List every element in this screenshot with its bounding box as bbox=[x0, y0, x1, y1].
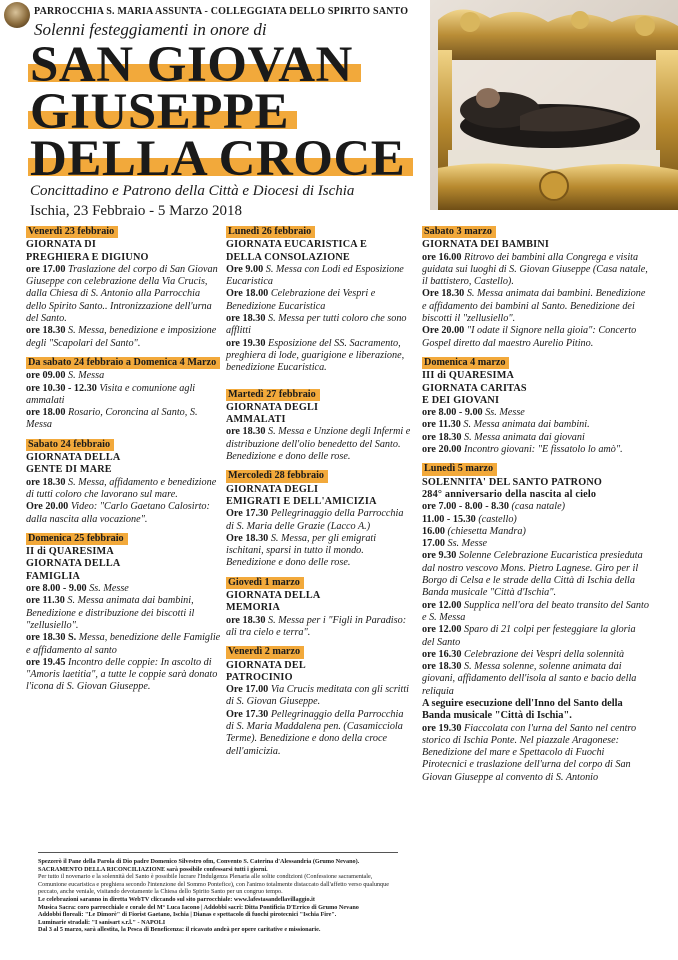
day-title: III di QUARESIMA bbox=[422, 370, 515, 382]
schedule-item: ore 8.00 - 9.00 Ss. Messe bbox=[422, 407, 525, 419]
day-lunedi-26-febbraio bbox=[226, 226, 412, 375]
day-title: GIORNATA DEGLI bbox=[226, 401, 319, 413]
day-title: II di QUARESIMA bbox=[26, 546, 114, 558]
day-title: GIORNATA DELLA bbox=[26, 452, 121, 464]
schedule-item: ore 18.30 S. Messa per i "Figli in Paradiso: ali tra cielo e terra". bbox=[226, 614, 407, 638]
day-sabato-24-febbraio bbox=[26, 439, 222, 526]
schedule-item: Ore 20.00 Video: "Carlo Gaetano Calosirto: dalla nascita alla vocazione". bbox=[26, 501, 210, 525]
day-title: GIORNATA DELLA bbox=[226, 590, 321, 602]
day-label: Lunedì 5 marzo bbox=[422, 463, 497, 475]
title-line-2: GIUSEPPE bbox=[30, 89, 289, 135]
day-label: Martedì 27 febbraio bbox=[226, 389, 320, 401]
day-title: GIORNATA DEGLI bbox=[226, 483, 319, 495]
day-martedi-27-febbraio bbox=[226, 389, 412, 464]
footer-line: Dal 3 al 5 marzo, sarà allestita, la Pesca di Beneficenza: il ricavato andrà per opere caritative e missionarie. bbox=[38, 926, 321, 934]
day-label: Giovedì 1 marzo bbox=[226, 577, 304, 589]
schedule-item: ore 12.00 Sparo di 21 colpi per festeggiare la gloria del Santo bbox=[422, 624, 636, 648]
day-giovedi-1-marzo bbox=[226, 577, 412, 639]
schedule-item: ore 17.00 Traslazione del corpo di San Giovan Giuseppe con celebrazione della Via Crucis, dalla Chiesa di S. Antonio alla Parrocchia dello Spirito Santo.. Intronizzazione dell'urna del Santo. bbox=[26, 263, 218, 325]
footer-notes bbox=[38, 858, 398, 934]
day-domenica-25-febbraio bbox=[26, 533, 222, 694]
footer-divider bbox=[38, 852, 398, 853]
day-label: Venerdì 23 febbraio bbox=[26, 226, 118, 238]
day-title: FAMIGLIA bbox=[26, 570, 81, 582]
parish-name: PARROCCHIA S. MARIA ASSUNTA - COLLEGGIATA DELLO SPIRITO SANTO bbox=[34, 6, 409, 17]
schedule-item: Ore 9.00 S. Messa con Lodi ed Esposizione Eucaristica bbox=[226, 263, 404, 288]
schedule-item: ore 18.30 S. Messa e Unzione degli Infermi e distribuzione dell'olio benedetto del Santo. Benedizione e dono delle rose. bbox=[226, 426, 411, 463]
day-title: GIORNATA DEL bbox=[226, 659, 306, 671]
schedule-item: Ore 18.00 Celebrazione dei Vespri e Benedizione Eucaristica bbox=[226, 288, 376, 312]
schedule-item: ore 7.00 - 8.00 - 8.30 (casa natale) bbox=[422, 501, 565, 513]
schedule-item: ore 18.30 S. Messa solenne, solenne animata dai giovani, affidamento dell'isola al santo e bacio della reliquia bbox=[422, 661, 637, 697]
day-title: GIORNATA EUCARISTICA E bbox=[226, 239, 368, 251]
day-title: EMIGRATI E DELL'AMICIZIA bbox=[226, 495, 377, 507]
schedule-item: ore 8.00 - 9.00 Ss. Messe bbox=[26, 583, 129, 595]
day-title: GIORNATA DELLA bbox=[26, 558, 121, 570]
day-title: PATROCINIO bbox=[226, 671, 293, 683]
day-title: SOLENNITA' DEL SANTO PATRONO bbox=[422, 476, 603, 488]
day-title: PREGHIERA E DIGIUNO bbox=[26, 251, 149, 263]
day-title: GIORNATA DEI BAMBINI bbox=[422, 239, 550, 251]
schedule-item: ore 11.30 S. Messa animata dai bambini, Benedizione e distribuzione dei biscotti il "zellusiello". bbox=[26, 595, 195, 631]
schedule-item: ore 09.00 S. Messa bbox=[26, 370, 105, 382]
schedule-item: Ore 18.30 S. Messa, per gli emigrati ischitani, sparsi in tutto il mondo. Benedizione e dono delle rose. bbox=[226, 532, 377, 569]
schedule-item: ore 18.30 S. Messa per tutti coloro che sono afflitti bbox=[226, 313, 407, 337]
day-sabato-3-marzo bbox=[422, 226, 650, 350]
day-title: GIORNATA CARITAS bbox=[422, 382, 527, 394]
day-label: Domenica 25 febbraio bbox=[26, 533, 128, 545]
schedule-column-3 bbox=[422, 226, 650, 791]
schedule-item: ore 12.00 Supplica nell'ora del beato transito del Santo e S. Messa bbox=[422, 599, 649, 623]
schedule-item: 16.00 (chiesetta Mandra) bbox=[422, 525, 526, 537]
schedule-item: ore 16.00 Ritrovo dei bambini alla Congrega e visita guidata sui luoghi di S. Giovan Giuseppe (Casa natale, il battistero, Castello). bbox=[422, 251, 648, 288]
schedule-item: 17.00 Ss. Messe bbox=[422, 538, 488, 550]
title-line-1: SAN GIOVAN bbox=[30, 42, 353, 88]
day-title: MEMORIA bbox=[226, 602, 281, 614]
closing-caption: A seguire esecuzione dell'Inno del Santo della Banda musicale "Città di Ischia". bbox=[422, 697, 623, 722]
schedule-item: ore 18.30 S. Messa, benedizione delle Famiglie e affidamento al santo bbox=[26, 632, 221, 656]
footer-line: Spezzerò il Pane della Parola di Dio padre Domenico Silvestro ofm, Convento S. Caterina d'Alessandria (Grumo Nevano). bbox=[38, 858, 360, 865]
schedule-item: Ore 17.30 Pellegrinaggio della Parrocchia di S. Maria delle Grazie (Lacco A.) bbox=[226, 508, 404, 532]
schedule-item: ore 10.30 - 12.30 Visita e comunione agli ammalati bbox=[26, 382, 196, 406]
footer-line: Le celebrazioni saranno in diretta WebTV cliccando sul sito parrocchiale: www.lafestasandellavillaggio.it bbox=[38, 895, 315, 903]
day-label: Sabato 3 marzo bbox=[422, 226, 496, 238]
saint-reliquary-image bbox=[430, 0, 678, 210]
schedule-item: ore 18.30 S. Messa, affidamento e benedizione di tutti coloro che lavorano sul mare. bbox=[26, 476, 217, 500]
day-venerdi-2-marzo bbox=[226, 646, 412, 758]
day-venerdi-23-febbraio bbox=[26, 226, 222, 350]
schedule-column-1 bbox=[26, 226, 222, 701]
day-title: DELLA CONSOLAZIONE bbox=[226, 251, 350, 263]
day-label: Sabato 24 febbraio bbox=[26, 439, 114, 451]
schedule-item: ore 16.30 Celebrazione dei Vespri della solennità bbox=[422, 648, 625, 660]
footer-line: Per tutto il novenario e la solennità del Santo è possibile lucrare l'Indulgenza Plenaria alle solite condizioni (Confessione sacramentale, Comunione eucaristica e preghiera secondo l'intenzione del Sommo Pontefice), con l'animo totalmente distaccato dall'affetto verso qualunque peccato, anche veniale, visitando devotamente la Chiesa dello Spirito Santo per un congruo tempo. bbox=[38, 873, 389, 896]
schedule-column-2 bbox=[226, 226, 412, 765]
reliquary-drawing bbox=[430, 0, 678, 210]
title-line-3: DELLA CROCE bbox=[30, 136, 405, 182]
schedule-item: ore 18.30 S. Messa animata dai giovani bbox=[422, 431, 585, 443]
day-label: Lunedì 26 febbraio bbox=[226, 226, 315, 238]
schedule-item: Ore 18.30 S. Messa animata dai bambini. Benedizione e affidamento dei bambini al Santo. Benedizione dei biscotti il "zellusiello". bbox=[422, 288, 646, 325]
schedule-item: ore 19.30 Esposizione del SS. Sacramento, preghiera di lode, guarigione e liberazione, benedizione Eucaristica. bbox=[226, 337, 405, 374]
schedule-item: ore 9.30 Solenne Celebrazione Eucaristica presieduta dal nostro vescovo Mons. Pietro Lagnese. Giro per il Borgo di Celsa e le strade della Città di Ischia della Banda musicale "Città d'Ischia". bbox=[422, 550, 643, 599]
subtitle: Concittadino e Patrono della Città e Diocesi di Ischia bbox=[30, 183, 355, 199]
parish-logo bbox=[4, 2, 30, 28]
day-title: GENTE DI MARE bbox=[26, 464, 112, 476]
day-domenica-4-marzo bbox=[422, 357, 650, 456]
schedule-item: Ore 17.00 Via Crucis meditata con gli scritti di S. Giovan Giuseppe. bbox=[226, 684, 409, 708]
day-label: Mercoledì 28 febbraio bbox=[226, 470, 328, 482]
festa-intro: Solenni festeggiamenti in onore di bbox=[34, 20, 267, 39]
day-lunedi-5-marzo bbox=[422, 463, 650, 784]
footer-line: Musica Sacra: coro parrocchiale e corale del M° Luca Iacono | Addobbi sacri: Ditta Pontificia D'Errico di Grumo Nevano bbox=[38, 903, 359, 911]
day-label: Domenica 4 marzo bbox=[422, 357, 509, 369]
footer-line: Addobbi floreali: "Le Dimorè" di Fiorist Gaetano, Ischia | Dianas e spettacolo di fuochi pirotecnici "Ischia Fire". bbox=[38, 911, 337, 919]
day-sabato-domenica-range bbox=[26, 357, 222, 432]
schedule-item: ore 19.30 Fiaccolata con l'urna del Santo nel centro storico di Ischia Ponte. Nel piazzale Aragonese: Benedizione del mare e Spettacolo di Fuochi Pirotecnici e traslazione dell'urna del corpo di San Giovan Giuseppe al convento di S. Antonio bbox=[422, 722, 637, 783]
schedule-item: Ore 17.30 Pellegrinaggio della Parrocchia di S. Maria Maddalena pen. (Casamicciola Terme). Benedizione e dono della croce dell'amicizia. bbox=[226, 708, 404, 757]
schedule-item: ore 11.30 S. Messa animata dai bambini. bbox=[422, 419, 590, 431]
schedule-item: ore 20.00 Incontro giovani: "E fissatolo lo amò". bbox=[422, 444, 623, 456]
day-title: GIORNATA DI bbox=[26, 239, 97, 251]
footer-line: Luminarie stradali: "I sanisart s.r.l." - NAPOLI bbox=[38, 918, 166, 926]
footer-line: SACRAMENTO DELLA RICONCILIAZIONE sarà possibile confessarsi tutti i giorni. bbox=[38, 865, 268, 873]
day-mercoledi-28-febbraio bbox=[226, 470, 412, 569]
day-title: E DEI GIOVANI bbox=[422, 394, 500, 406]
day-label: Da sabato 24 febbraio a Domenica 4 Marzo bbox=[26, 357, 220, 369]
schedule-item: 11.00 - 15.30 (castello) bbox=[422, 513, 517, 525]
schedule-item: ore 18.30 S. Messa, benedizione e imposizione degli "Scapolari del Santo". bbox=[26, 325, 217, 349]
day-label: Venerdì 2 marzo bbox=[226, 646, 304, 658]
day-title: AMMALATI bbox=[226, 414, 286, 426]
schedule-item: Ore 20.00 "I odate il Signore nella gioia": Concerto Gospel diretto dal maestro Aurelio Pitino. bbox=[422, 325, 637, 349]
day-subtitle: 284° anniversario della nascita al cielo bbox=[422, 488, 597, 500]
schedule-item: ore 19.45 Incontro delle coppie: In ascolto di "Amoris laetitia", a tutte le coppie sarà donato l'icona di S. Giovan Giuseppe. bbox=[26, 656, 218, 693]
schedule-item: ore 18.00 Rosario, Coroncina al Santo, S. Messa bbox=[26, 407, 198, 431]
event-dates: Ischia, 23 Febbraio - 5 Marzo 2018 bbox=[30, 203, 243, 219]
